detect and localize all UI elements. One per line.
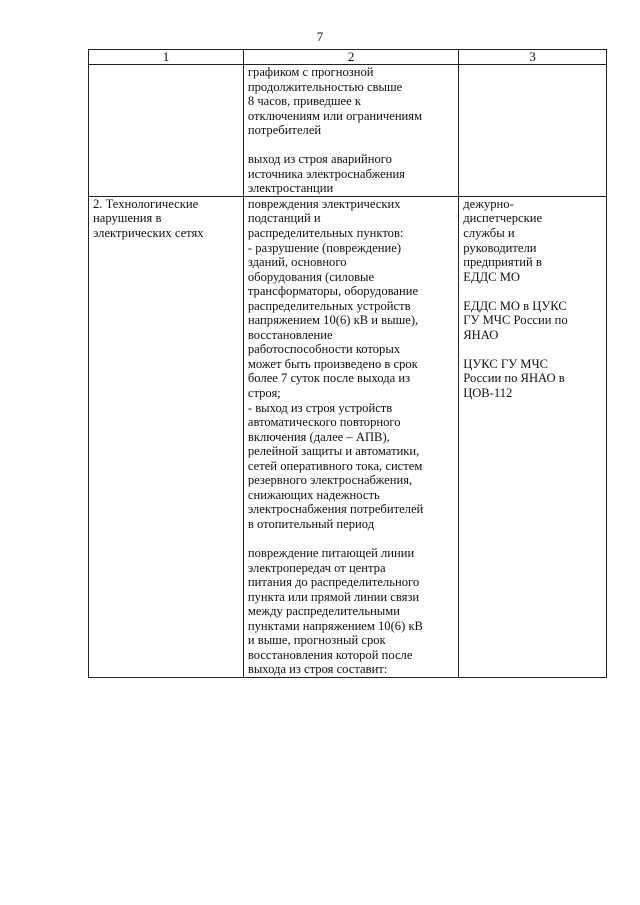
- column-number-3: 3: [459, 50, 607, 65]
- incident-table: [88, 49, 607, 678]
- description-paragraph: повреждение питающей линии электропередач от центра питания до распределительного пункта или прямой линии связи между распределительными пунктами напряжением 10(6) кВ и выше, прогнозный срок восстановления которой после выхода из строя составит:: [247, 546, 423, 677]
- table-header-row: [89, 50, 607, 65]
- incident-description-cell: [243, 196, 458, 677]
- incident-type-cell: [89, 65, 244, 197]
- table-row: [89, 196, 607, 677]
- incident-type-cell: 2. Технологические нарушения в электрических сетях: [89, 196, 244, 677]
- incident-description-cell: [243, 65, 458, 197]
- column-number-1: 1: [89, 50, 244, 65]
- description-paragraph: выход из строя аварийного источника электроснабжения электростанции: [247, 152, 405, 196]
- notification-cell: [459, 196, 607, 677]
- notification-cell: [459, 65, 607, 197]
- page-number: 7: [316, 29, 324, 44]
- notification-paragraph: ЦУКС ГУ МЧС России по ЯНАО в ЦОВ-112: [463, 356, 565, 401]
- description-paragraph: повреждения электрических подстанций и распределительных пунктов: - разрушение (повреждение) зданий, основного оборудования (силовые трансформаторы, оборудование распределительных устройств напряжением 10(6) кВ и выше), восстановление работоспособности которых может быть произведено в срок более 7 суток после выхода из строя; - выход из строя устройств автоматического повторного включения (далее – АПВ), релейной защиты и автоматики, сетей оперативного тока, систем резервного электроснабжения, снижающих надежность электроснабжения потребителей в отопительный период: [247, 196, 424, 531]
- description-paragraph: графиком с прогнозной продолжительностью свыше 8 часов, приведшее к отключениям или ограничениям потребителей: [247, 65, 423, 138]
- table-row: [89, 65, 607, 197]
- column-number-2: 2: [243, 50, 458, 65]
- notification-paragraph: ЕДДС МО в ЦУКС ГУ МЧС России по ЯНАО: [463, 298, 568, 342]
- notification-paragraph: дежурно- диспетчерские службы и руководители предприятий в ЕДДС МО: [463, 196, 543, 284]
